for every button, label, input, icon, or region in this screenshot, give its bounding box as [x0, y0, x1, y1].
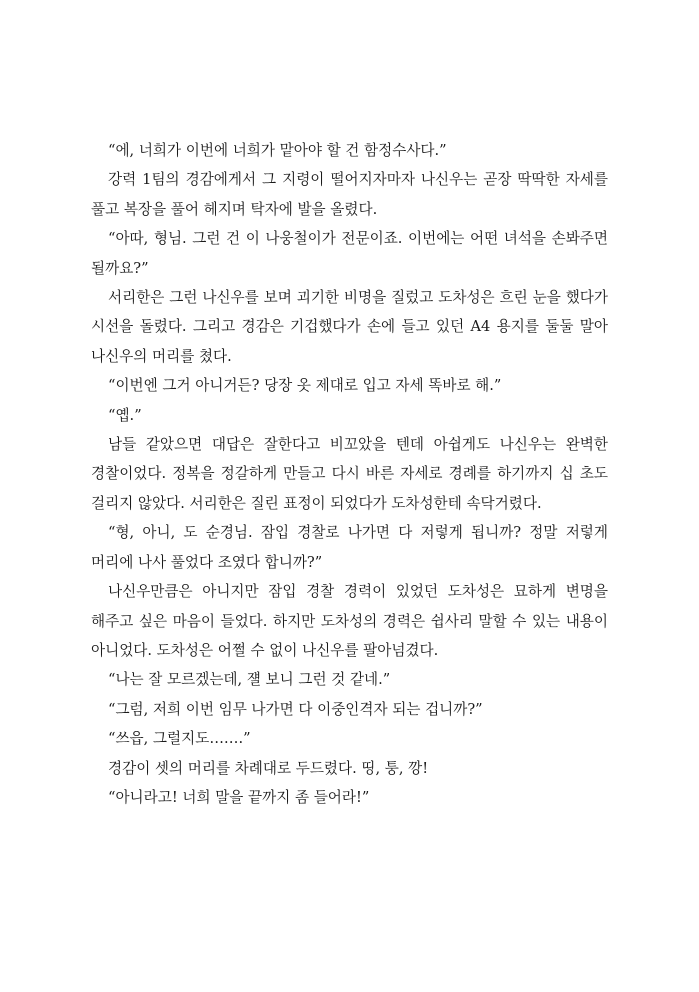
paragraph: “형, 아니, 도 순경님. 잠입 경찰로 나가면 다 저렇게 됩니까? 정말 저렇게 머리에 나사 풀었다 조였다 합니까?”	[91, 524, 608, 571]
paragraph: “나는 잘 모르겠는데, 쟬 보니 그런 것 같네.”	[108, 671, 391, 689]
paragraph: 강력 1팀의 경감에게서 그 지령이 떨어지자마자 나신우는 곧장 딱딱한 자세를 풀고 복장을 풀어 헤지며 탁자에 발을 올렸다.	[91, 171, 608, 218]
paragraph: “아따, 형님. 그런 건 이 나웅철이가 전문이죠. 이번에는 어떤 녀석을 손봐주면 될까요?”	[91, 230, 608, 277]
page-body	[91, 136, 608, 812]
paragraph: “쓰읍, 그럴지도…….”	[108, 730, 251, 748]
paragraph: “아니라고! 너희 말을 끝까지 좀 들어라!”	[108, 788, 370, 806]
paragraph: “이번엔 그거 아니거든? 당장 옷 제대로 입고 자세 똑바로 해.”	[108, 377, 502, 395]
paragraph: “에, 너희가 이번에 너희가 맡아야 할 건 함정수사다.”	[108, 142, 447, 159]
paragraph: 나신우만큼은 아니지만 잠입 경찰 경력이 있었던 도차성은 묘하게 변명을 해주고 싶은 마음이 들었다. 하지만 도차성의 경력은 쉽사리 말할 수 있는 내용이 아니었다. 도차성은 어쩔 수 없이 나신우를 팔아넘겼다.	[91, 583, 608, 659]
paragraph: 경감이 셋의 머리를 차례대로 두드렸다. 띵, 퉁, 깡!	[108, 759, 429, 777]
paragraph: “그럼, 저희 이번 임무 나가면 다 이중인격자 되는 겁니까?”	[108, 700, 483, 718]
paragraph: “옙.”	[108, 406, 142, 424]
paragraph: 남들 같았으면 대답은 잘한다고 비꼬았을 텐데 아쉽게도 나신우는 완벽한 경찰이었다. 정복을 정갈하게 만들고 다시 바른 자세로 경례를 하기까지 십 초도 걸리지 않았다. 서리한은 질린 표정이 되었다가 도차성한테 속닥거렸다.	[91, 436, 608, 512]
paragraph: 서리한은 그런 나신우를 보며 괴기한 비명을 질렀고 도차성은 흐린 눈을 했다가 시선을 돌렸다. 그리고 경감은 기겁했다가 손에 들고 있던 A4 용지를 둘둘 말아 나신우의 머리를 쳤다.	[91, 289, 608, 365]
